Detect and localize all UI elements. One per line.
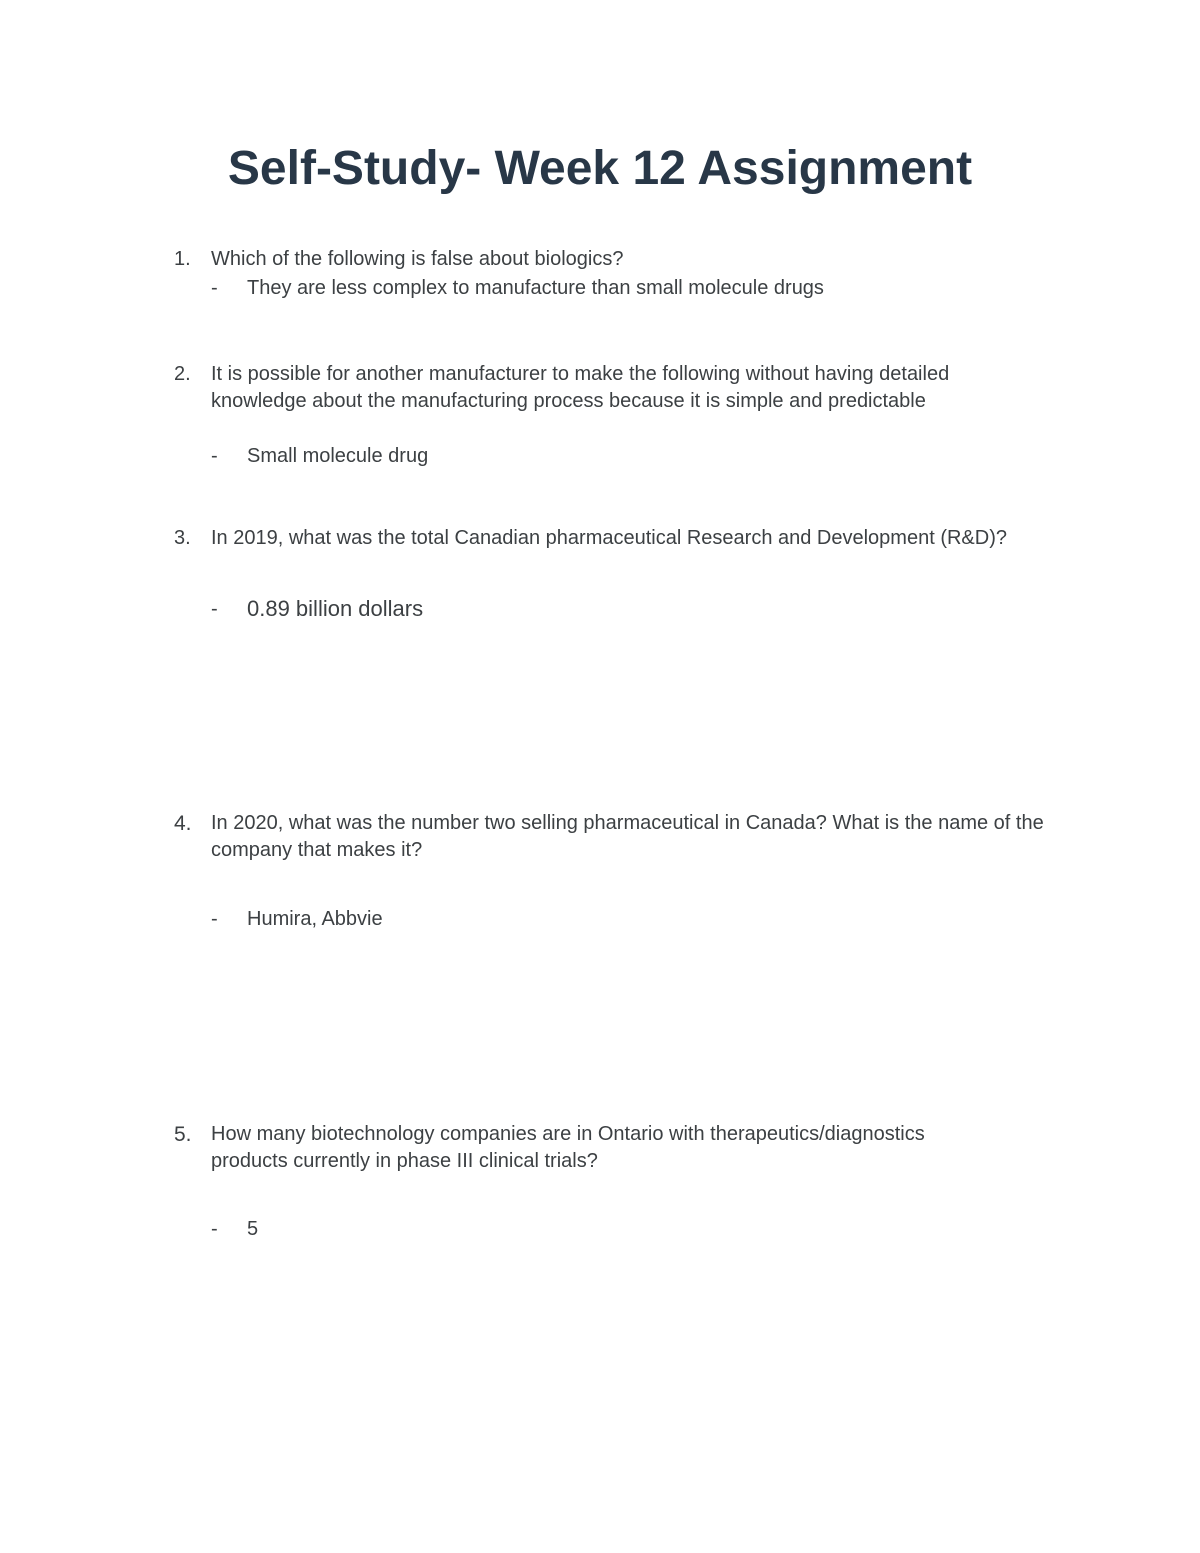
answer-bullet: - <box>211 445 218 467</box>
question-number: 4. <box>174 812 192 835</box>
question-text: How many biotechnology companies are in Ontario with therapeutics/diagnostics products currently in phase III clinical trials? <box>211 1123 925 1172</box>
question-text: In 2019, what was the total Canadian pharmaceutical Research and Development (R&D)? <box>211 527 1007 549</box>
page-title: Self-Study- Week 12 Assignment <box>227 142 973 195</box>
answer-text: 5 <box>247 1218 259 1240</box>
question-text: It is possible for another manufacturer to make the following without having detailed knowledge about the manufacturing process because it is simple and predictable <box>211 363 950 412</box>
answer-bullet: - <box>211 598 218 620</box>
question-number: 3. <box>174 527 191 549</box>
question-text: Which of the following is false about biologics? <box>211 248 624 270</box>
answer-bullet: - <box>211 277 218 299</box>
answer-bullet: - <box>211 908 218 930</box>
question-number: 1. <box>174 248 191 270</box>
answer-text: Humira, Abbvie <box>247 908 383 930</box>
answer-text: 0.89 billion dollars <box>247 596 424 621</box>
answer-bullet: - <box>211 1218 218 1240</box>
question-number: 5. <box>174 1123 192 1146</box>
question-number: 2. <box>174 363 191 385</box>
question-text: In 2020, what was the number two selling pharmaceutical in Canada? What is the name of the company that makes it? <box>211 812 1044 861</box>
answer-text: Small molecule drug <box>247 445 429 467</box>
answer-text: They are less complex to manufacture than small molecule drugs <box>247 277 824 299</box>
